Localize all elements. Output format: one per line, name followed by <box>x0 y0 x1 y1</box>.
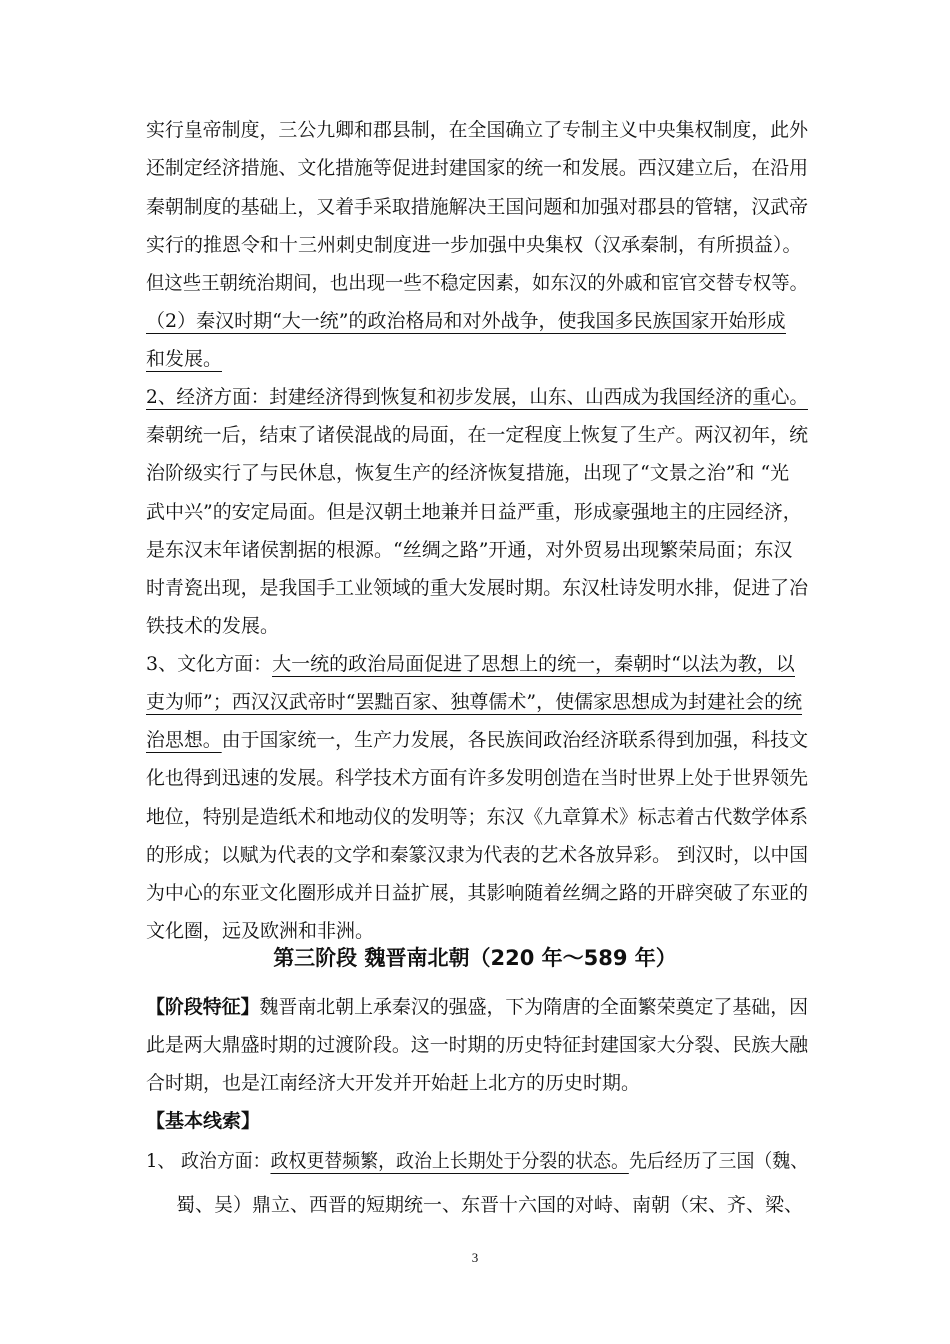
body-text: 魏晋南北朝上承秦汉的强盛，下为隋唐的全面繁荣奠定了基础，因 <box>259 996 809 1018</box>
underlined-text: 吏为师”；西汉汉武帝时“罢黜百家、独尊儒术”，使儒家思想成为封建社会的统 <box>146 691 803 713</box>
underlined-text: 2、经济方面：封建经济得到恢复和初步发展，山东、山西成为我国经济的重心。 <box>146 386 809 408</box>
point2-line <box>146 306 786 336</box>
body-text-line: 实行的推恩令和十三州刺史制度进一步加强中央集权（汉承秦制，有所损益）。 <box>146 234 802 256</box>
culture-line <box>146 725 808 755</box>
body-text-line: 时青瓷出现，是我国手工业领域的重大发展时期。东汉杜诗发明水排，促进了冶 <box>146 577 809 599</box>
underlined-text: 治思想。 <box>146 729 222 751</box>
underlined-text: 和发展。 <box>146 348 223 370</box>
culture-label: 3、文化方面： <box>146 653 273 675</box>
body-text-line: 是东汉末年诸侯割据的根源。“丝绸之路”开通，对外贸易出现繁荣局面；东汉 <box>146 539 793 561</box>
body-text-line: 秦朝统一后，结束了诸侯混战的局面，在一定程度上恢复了生产。两汉初年，统 <box>146 424 809 446</box>
body-text: 由于国家统一，生产力发展，各民族间政治经济联系得到加强，科技文 <box>221 729 809 751</box>
body-text-line: 地位，特别是造纸术和地动仪的发明等；东汉《九章算术》标志着古代数学体系 <box>146 806 809 828</box>
body-text-line: 化也得到迅速的发展。科学技术方面有许多发明创造在当时世界上处于世界领先 <box>146 767 809 789</box>
politics-line: 蜀、吴）鼎立、西晋的短期统一、东晋十六国的对峙、南朝（宋、齐、梁、 <box>176 1194 804 1216</box>
culture-line <box>146 687 802 717</box>
stage-features-line <box>146 992 808 1022</box>
basic-clues-label: 【基本线索】 <box>146 1110 261 1132</box>
economy-heading <box>146 382 808 412</box>
body-text-line: 文化圈，远及欧洲和非洲。 <box>146 920 375 942</box>
body-text-line: 铁技术的发展。 <box>146 615 280 637</box>
politics-line <box>146 1146 808 1176</box>
body-text-line: 此是两大鼎盛时期的过渡阶段。这一时期的历史特征封建国家大分裂、民族大融 <box>146 1034 809 1056</box>
point2-line <box>146 344 222 374</box>
body-text-line: 合时期，也是江南经济大开发并开始赶上北方的历史时期。 <box>146 1072 641 1094</box>
culture-line <box>146 649 795 679</box>
section-title: 第三阶段 魏晋南北朝（220 年～589 年） <box>273 946 677 970</box>
body-text-line: 实行皇帝制度，三公九卿和郡县制，在全国确立了专制主义中央集权制度，此外 <box>146 119 809 141</box>
underlined-text: 政权更替频繁，政治上长期处于分裂的状态。 <box>270 1150 629 1172</box>
body-text: 先后经历了三国（魏、 <box>628 1150 809 1172</box>
underlined-text: （2）秦汉时期“大一统”的政治格局和对外战争，使我国多民族国家开始形成 <box>146 310 786 332</box>
page-number: 3 <box>471 1250 479 1265</box>
body-text-line: 秦朝制度的基础上，又着手采取措施解决王国问题和加强对郡县的管辖，汉武帝 <box>146 196 809 218</box>
politics-label: 1、 政治方面： <box>146 1150 271 1172</box>
body-text-line: 还制定经济措施、文化措施等促进封建国家的统一和发展。西汉建立后，在沿用 <box>146 157 809 179</box>
body-text-line: 为中心的东亚文化圈形成并日益扩展，其影响随着丝绸之路的开辟突破了东亚的 <box>146 882 809 904</box>
body-text-line: 武中兴”的安定局面。但是汉朝土地兼并日益严重，形成豪强地主的庄园经济， <box>146 501 802 523</box>
underlined-text: 大一统的政治局面促进了思想上的统一，秦朝时“以法为教，以 <box>272 653 795 675</box>
body-text-line: 治阶级实行了与民休息，恢复生产的经济恢复措施，出现了“文景之治”和 “光 <box>146 462 790 484</box>
body-text-line: 但这些王朝统治期间，也出现一些不稳定因素，如东汉的外戚和宦官交替专权等。 <box>146 272 808 294</box>
body-text-line: 的形成；以赋为代表的文学和秦篆汉隶为代表的艺术各放异彩。 到汉时，以中国 <box>146 844 809 866</box>
stage-features-label: 【阶段特征】 <box>146 996 260 1018</box>
